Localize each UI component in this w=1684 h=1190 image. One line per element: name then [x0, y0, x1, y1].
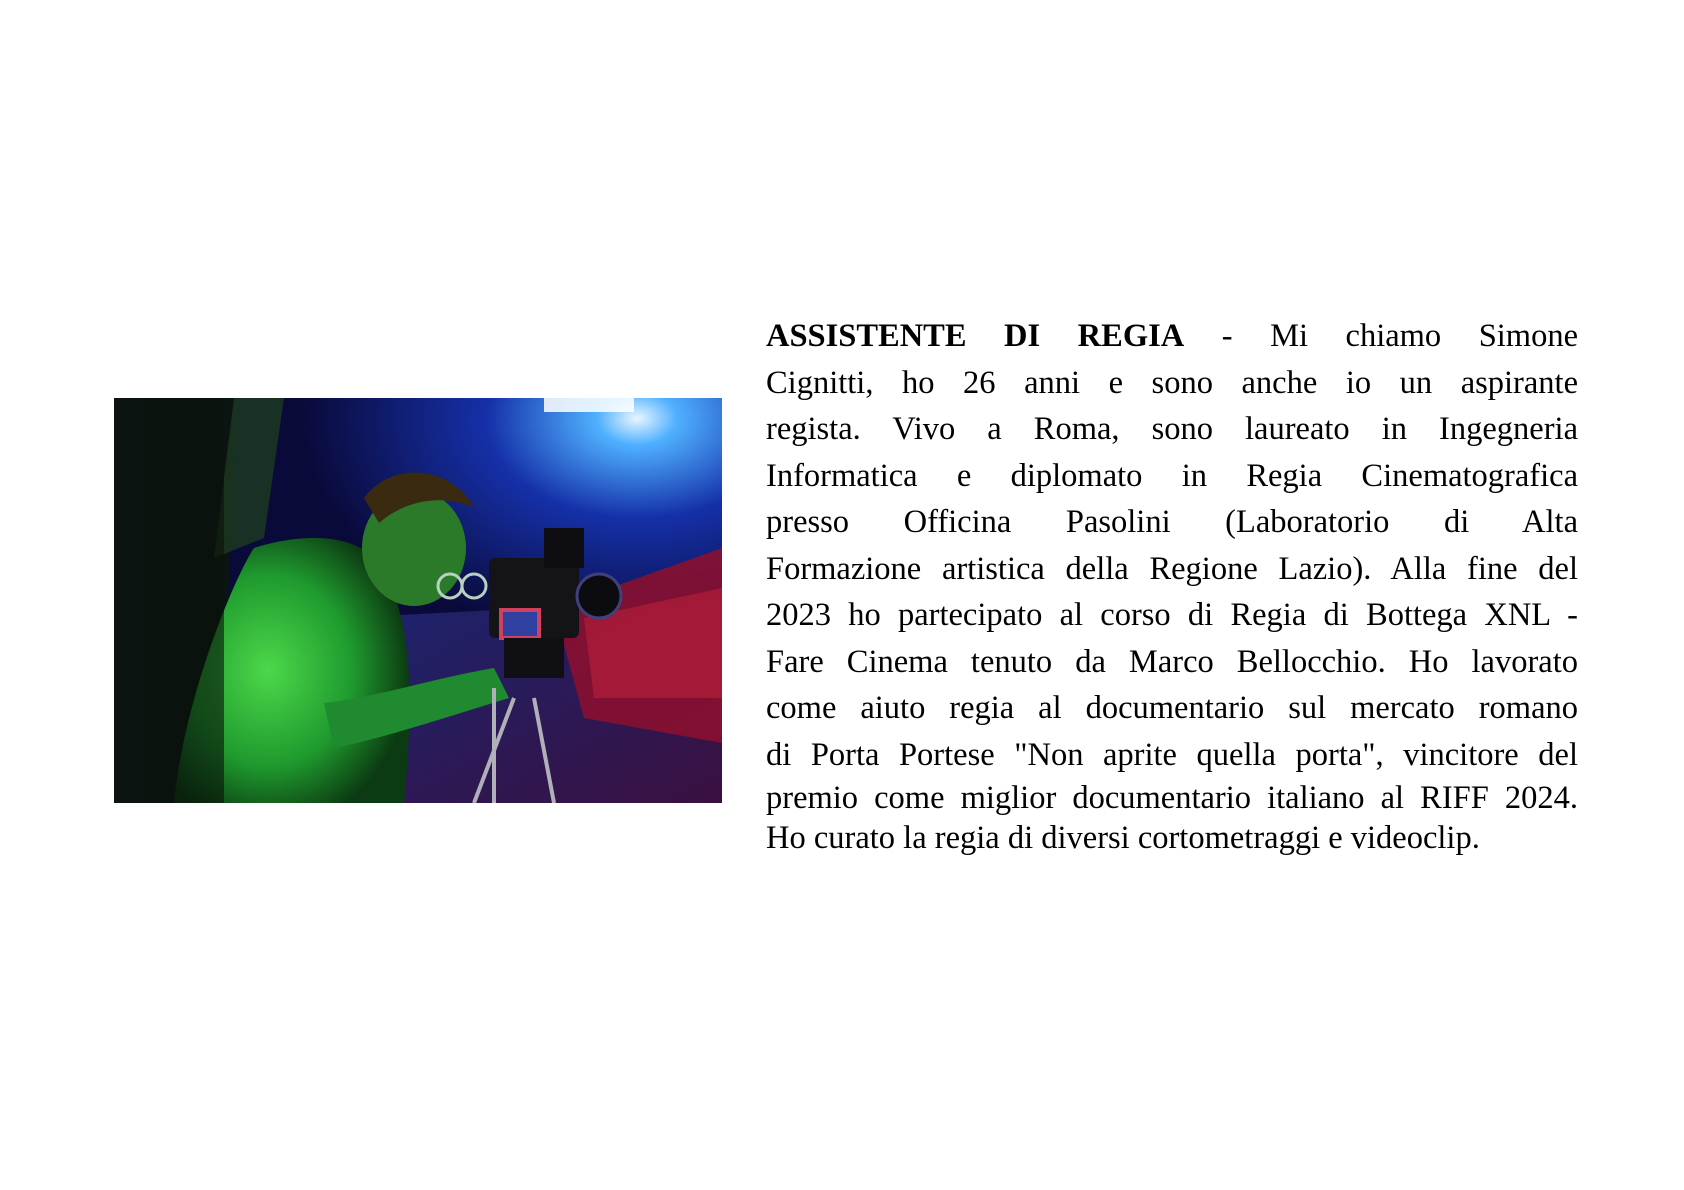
bio-line-6: Formazione artistica della Regione Lazio). Alla fine del: [766, 550, 1578, 587]
director-photo: [114, 398, 722, 803]
bio-line-9: come aiuto regia al documentario sul mercato romano: [766, 690, 1578, 726]
bio-line-2: Cignitti, ho 26 anni e sono anche io un aspirante: [766, 364, 1578, 401]
bio-paragraph: [766, 313, 1578, 858]
bio-line-5: presso Officina Pasolini (Laboratorio di Alta: [766, 504, 1578, 540]
bio-line-12: Ho curato la regia di diversi cortometraggi e videoclip.: [766, 820, 1480, 856]
director-photo-art: [114, 398, 722, 803]
bio-line-1-text: - Mi chiamo Simone: [1184, 318, 1578, 354]
bio-line-7: 2023 ho partecipato al corso di Regia di Bottega XNL -: [766, 597, 1578, 633]
bio-heading: ASSISTENTE DI REGIA: [766, 318, 1185, 354]
bio-line-10: di Porta Portese "Non aprite quella porta", vincitore del: [766, 736, 1578, 773]
bio-line-1: [766, 313, 1578, 360]
bio-line-3: regista. Vivo a Roma, sono laureato in Ingegneria: [766, 411, 1578, 447]
bio-line-4: Informatica e diplomato in Regia Cinematografica: [766, 457, 1578, 494]
bio-line-8: Fare Cinema tenuto da Marco Bellocchio. Ho lavorato: [766, 643, 1578, 680]
bio-line-11: premio come miglior documentario italiano al RIFF 2024.: [766, 780, 1578, 816]
